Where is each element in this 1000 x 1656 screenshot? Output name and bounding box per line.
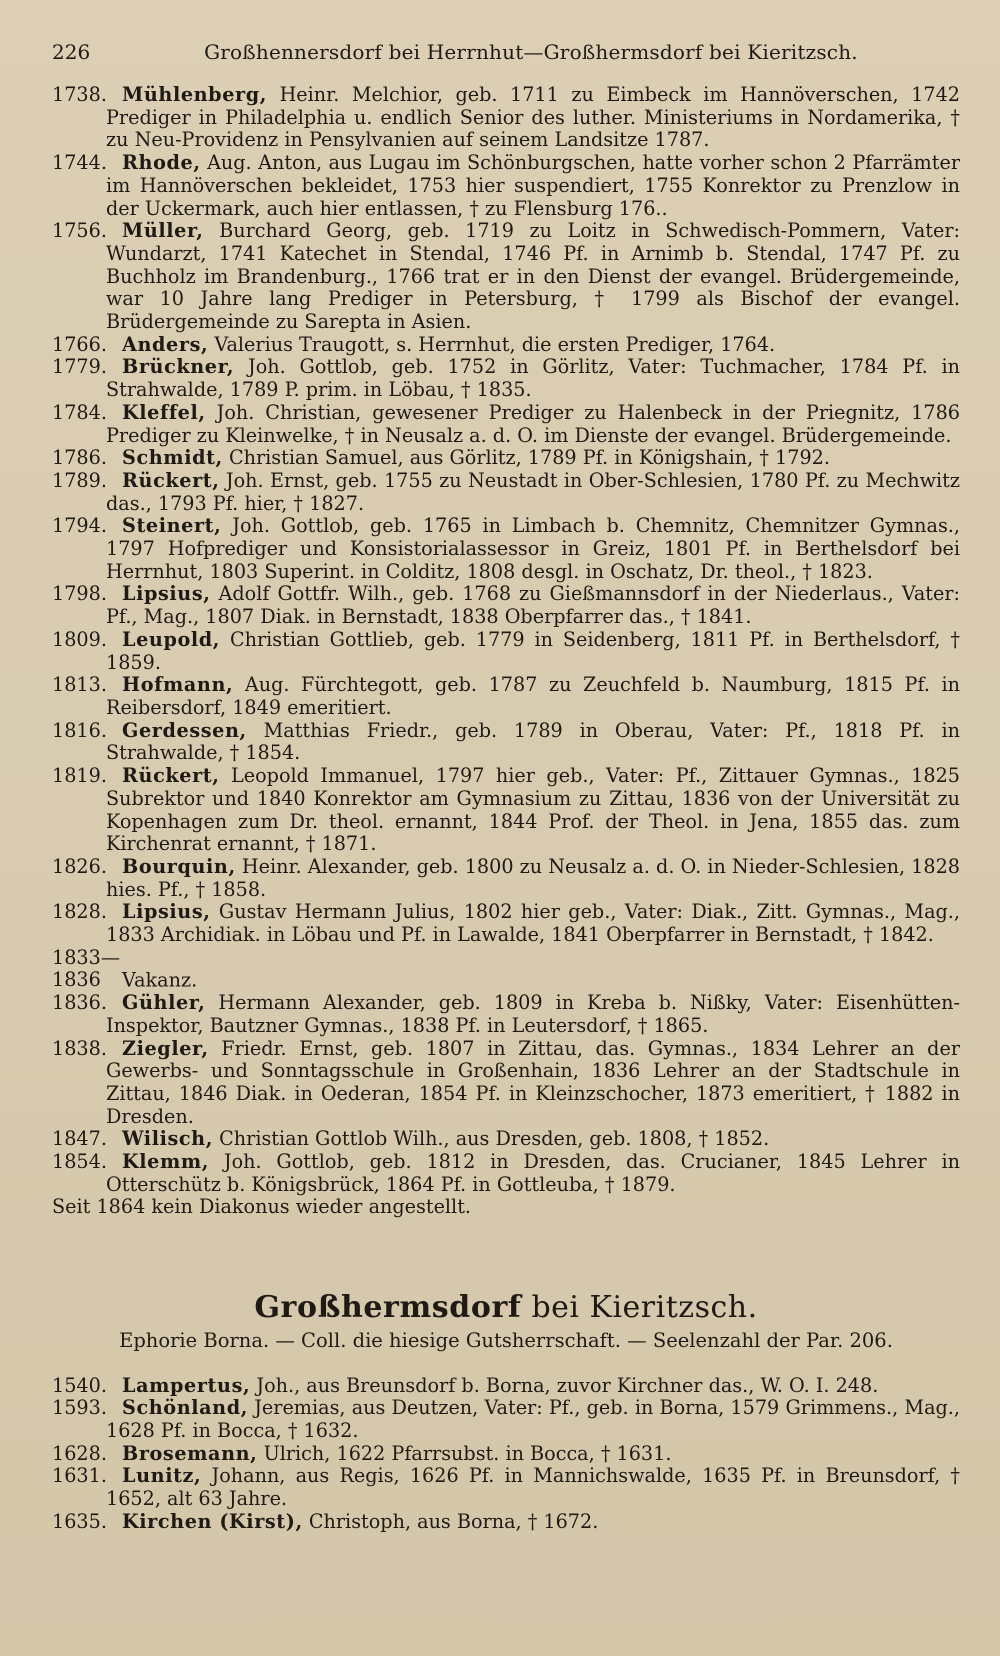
page-header	[52, 40, 960, 64]
entry	[52, 470, 960, 515]
entry	[52, 356, 960, 401]
entry-text: Leopold Immanuel, 1797 hier geb., Vater: Pf., Zittauer Gymnas., 1825 Subrektor und 1840 Konrektor am Gymnasium zu Zittau, 1836 von der Universität zu Kopenhagen zum Dr. theol. ernannt, 1844 Prof. der Theol. in Jena, 1855 das. zum Kirchenrat ernannt, † 1871.	[106, 764, 960, 856]
entry-year: 1635.	[52, 1509, 107, 1533]
entry-text: Vakanz.	[122, 968, 198, 992]
entry-text: Joh. Gottlob, geb. 1752 in Görlitz, Vater: Tuchmacher, 1784 Pf. in Strahwalde, 1789 P. prim. in Löbau, † 1835.	[106, 355, 960, 402]
entry-name: Gühler,	[122, 991, 206, 1015]
entry	[52, 629, 960, 674]
entry-name: Schmidt,	[122, 446, 223, 470]
entry	[52, 1397, 960, 1442]
entry-text: Johann, aus Regis, 1626 Pf. in Mannichswalde, 1635 Pf. in Breunsdorf, † 1652, alt 63 Jahre.	[106, 1464, 960, 1511]
entry-name: Leupold,	[122, 627, 221, 651]
entry-year: 1816.	[52, 718, 107, 742]
entry	[52, 992, 960, 1037]
entry	[52, 1443, 960, 1466]
entry	[52, 583, 960, 628]
entry-text: Burchard Georg, geb. 1719 zu Loitz in Schwedisch-Pommern, Vater: Wundarzt, 1741 Katechet in Stendal, 1746 Pf. in Arnimb b. Stendal, 1747 Pf. zu Buchholz im Brandenburg., 1766 trat er in den Dienst der evangel. Brüdergemeinde, war 10 Jahre lang Prediger in Petersburg, † 1799 als Bischof der evangel. Brüdergemeinde zu Sarepta in Asien.	[106, 219, 960, 334]
entry-text: Joh. Christian, gewesener Prediger zu Halenbeck in der Priegnitz, 1786 Prediger zu Kleinwelke, † in Neusalz a. d. O. im Dienste der evangel. Brüdergemeinde.	[106, 400, 960, 447]
entry-year: 1628.	[52, 1441, 107, 1465]
entry	[52, 1465, 960, 1510]
entry-year: 1756.	[52, 219, 107, 243]
entry-name: Schönland,	[122, 1396, 249, 1420]
section-title-place: Großhermsdorf	[254, 1290, 522, 1326]
entries-great-hennersdorf	[52, 84, 960, 1196]
entry-year: 1794.	[52, 514, 107, 538]
entry-name: Steinert,	[122, 514, 222, 538]
entry-year: 1766.	[52, 332, 107, 356]
entry-name: Lampertus,	[122, 1373, 251, 1397]
entry-text: Joh. Gottlob, geb. 1765 in Limbach b. Chemnitz, Chemnitzer Gymnas., 1797 Hofprediger und Konsistorialassessor in Greiz, 1801 Pf. in Berthelsdorf bei Herrnhut, 1803 Superint. in Colditz, 1808 desgl. in Oschatz, Dr. theol., † 1823.	[106, 514, 960, 583]
entry-text: Valerius Traugott, s. Herrnhut, die ersten Prediger, 1764.	[214, 332, 776, 356]
entry-name: Lunitz,	[122, 1464, 202, 1488]
entry-name: Mühlenberg,	[122, 83, 268, 106]
entry-text: Christian Samuel, aus Görlitz, 1789 Pf. in Königshain, † 1792.	[228, 446, 830, 470]
entry-year: 1813.	[52, 673, 107, 697]
entry-year: 1593.	[52, 1396, 107, 1420]
running-title: Großhennersdorf bei Herrnhut—Großhermsdorf bei Kieritzsch.	[204, 40, 858, 64]
entry-text: Christian Gottlieb, geb. 1779 in Seidenberg, 1811 Pf. in Berthelsdorf, † 1859.	[106, 627, 960, 674]
entry-name: Rückert,	[122, 468, 220, 492]
entry-text: Hermann Alexander, geb. 1809 in Kreba b. Nißky, Vater: Eisenhütten-Inspektor, Bautzner Gymnas., 1838 Pf. in Leutersdorf, † 1865.	[106, 991, 960, 1037]
section-info: Ephorie Borna. — Coll. die hiesige Gutsherrschaft. — Seelenzahl der Par. 206.	[119, 1328, 893, 1352]
entry-year: 1833—1836	[52, 945, 121, 992]
entry-text: Joh., aus Breunsdorf b. Borna, zuvor Kirchner das., W. O. I. 248.	[256, 1373, 879, 1397]
entry-year: 1631.	[52, 1464, 107, 1488]
entry-year: 1738.	[52, 83, 107, 106]
entry-name: Brückner,	[122, 355, 235, 379]
entry-year: 1784.	[52, 400, 107, 424]
entry-text: Matthias Friedr., geb. 1789 in Oberau, Vater: Pf., 1818 Pf. in Strahwalde, † 1854.	[106, 718, 960, 765]
entry	[52, 1128, 960, 1151]
entry-name: Müller,	[122, 219, 204, 243]
entry-year: 1744.	[52, 151, 107, 175]
entry	[52, 152, 960, 220]
entry	[52, 402, 960, 447]
entry-name: Lipsius,	[122, 582, 211, 606]
entry-year: 1847.	[52, 1127, 107, 1151]
entry-name: Lipsius,	[122, 900, 211, 924]
entry-year: 1828.	[52, 900, 107, 924]
entry-name: Anders,	[122, 332, 209, 356]
entry	[52, 720, 960, 765]
entry-text: Heinr. Melchior, geb. 1711 zu Eimbeck im Hannöverschen, 1742 Prediger in Philadelphia u. endlich Senior des luther. Ministeriums in Nordamerika, † zu Neu-Providenz in Pensylvanien auf seinem Landsitze 1787.	[106, 83, 960, 152]
entry-year: 1798.	[52, 582, 107, 606]
entry-year: 1826.	[52, 854, 107, 878]
entry-name: Bourquin,	[122, 854, 236, 878]
entry-name: Hofmann,	[122, 673, 234, 697]
entry-year: 1540.	[52, 1373, 107, 1397]
entry-name: Ziegler,	[122, 1036, 209, 1060]
entry-text: Adolf Gottfr. Wilh., geb. 1768 zu Gießmannsdorf in der Niederlaus., Vater: Pf., Mag., 1807 Diak. in Bernstadt, 1838 Oberpfarrer das., † 1841.	[106, 582, 960, 629]
entry-text: Joh. Ernst, geb. 1755 zu Neustadt in Ober-Schlesien, 1780 Pf. zu Mechwitz das., 1793 Pf. hier, † 1827.	[106, 468, 960, 515]
entry	[52, 84, 960, 152]
entry	[52, 901, 960, 946]
entry	[52, 947, 960, 992]
entry	[52, 515, 960, 583]
entry-name: Rhode,	[122, 151, 201, 175]
entries-list	[52, 84, 960, 1533]
entry-year: 1838.	[52, 1036, 107, 1060]
entry	[52, 674, 960, 719]
entry	[52, 334, 960, 357]
entry-year: 1819.	[52, 764, 107, 788]
entry	[52, 220, 960, 334]
entry-name: Klemm,	[122, 1150, 210, 1174]
entry-year: 1854.	[52, 1150, 107, 1174]
entry-name: Kirchen (Kirst),	[122, 1509, 303, 1533]
entry-name: Kleffel,	[122, 400, 206, 424]
entry-text: Friedr. Ernst, geb. 1807 in Zittau, das. Gymnas., 1834 Lehrer an der Gewerbs- und Sonntagsschule in Großenhain, 1836 Lehrer an der Stadtschule in Zittau, 1846 Diak. in Oederan, 1854 Pf. in Kleinzschocher, 1873 emeritiert, † 1882 in Dresden.	[106, 1036, 960, 1128]
entries-grosshermsdorf	[52, 1375, 960, 1534]
entry	[52, 1151, 960, 1196]
entry-text: Ulrich, 1622 Pfarrsubst. in Bocca, † 1631.	[263, 1441, 672, 1465]
entry-name: Gerdessen,	[122, 718, 247, 742]
closing-note: Seit 1864 kein Diakonus wieder angestellt.	[52, 1195, 472, 1219]
entry	[52, 1375, 960, 1398]
section-title-rest: bei Kieritzsch.	[531, 1290, 758, 1326]
entry	[52, 856, 960, 901]
entry-year: 1779.	[52, 355, 107, 379]
entry-text: Gustav Hermann Julius, 1802 hier geb., Vater: Diak., Zitt. Gymnas., Mag., 1833 Archidiak. in Löbau und Pf. in Lawalde, 1841 Oberpfarrer in Bernstadt, † 1842.	[106, 900, 960, 947]
entry	[52, 447, 960, 470]
entry-text: Joh. Gottlob, geb. 1812 in Dresden, das. Crucianer, 1845 Lehrer in Otterschütz b. Königsbrück, 1864 Pf. in Gottleuba, † 1879.	[106, 1150, 960, 1196]
entry-name: Rückert,	[122, 764, 220, 788]
entry	[52, 765, 960, 856]
entry-name: Wilisch,	[122, 1127, 213, 1151]
entry	[52, 1038, 960, 1129]
entry-text: Heinr. Alexander, geb. 1800 zu Neusalz a. d. O. in Nieder-Schlesien, 1828 hies. Pf., † 1858.	[106, 854, 960, 901]
section-title	[52, 1290, 960, 1326]
entry-text: Christian Gottlob Wilh., aus Dresden, geb. 1808, † 1852.	[219, 1127, 770, 1151]
entry-name: Brosemann,	[122, 1441, 258, 1465]
entry-year: 1809.	[52, 627, 107, 651]
entry-year: 1789.	[52, 468, 107, 492]
entry-text: Christoph, aus Borna, † 1672.	[308, 1509, 599, 1533]
entry	[52, 1511, 960, 1534]
entry-year: 1786.	[52, 446, 107, 470]
page-number: 226	[52, 40, 91, 64]
entry-year: 1836.	[52, 991, 107, 1015]
entry-text: Jeremias, aus Deutzen, Vater: Pf., geb. in Borna, 1579 Grimmens., Mag., 1628 Pf. in Bocca, † 1632.	[106, 1396, 960, 1442]
entry-text: Aug. Fürchtegott, geb. 1787 zu Zeuchfeld b. Naumburg, 1815 Pf. in Reibersdorf, 1849 emeritiert.	[106, 673, 960, 719]
entry-text: Aug. Anton, aus Lugau im Schönburgschen, hatte vorher schon 2 Pfarrämter im Hannöverschen bekleidet, 1753 hier suspendiert, 1755 Konrektor zu Prenzlow in der Uckermark, auch hier entlassen, † zu Flensburg 176..	[106, 151, 960, 220]
